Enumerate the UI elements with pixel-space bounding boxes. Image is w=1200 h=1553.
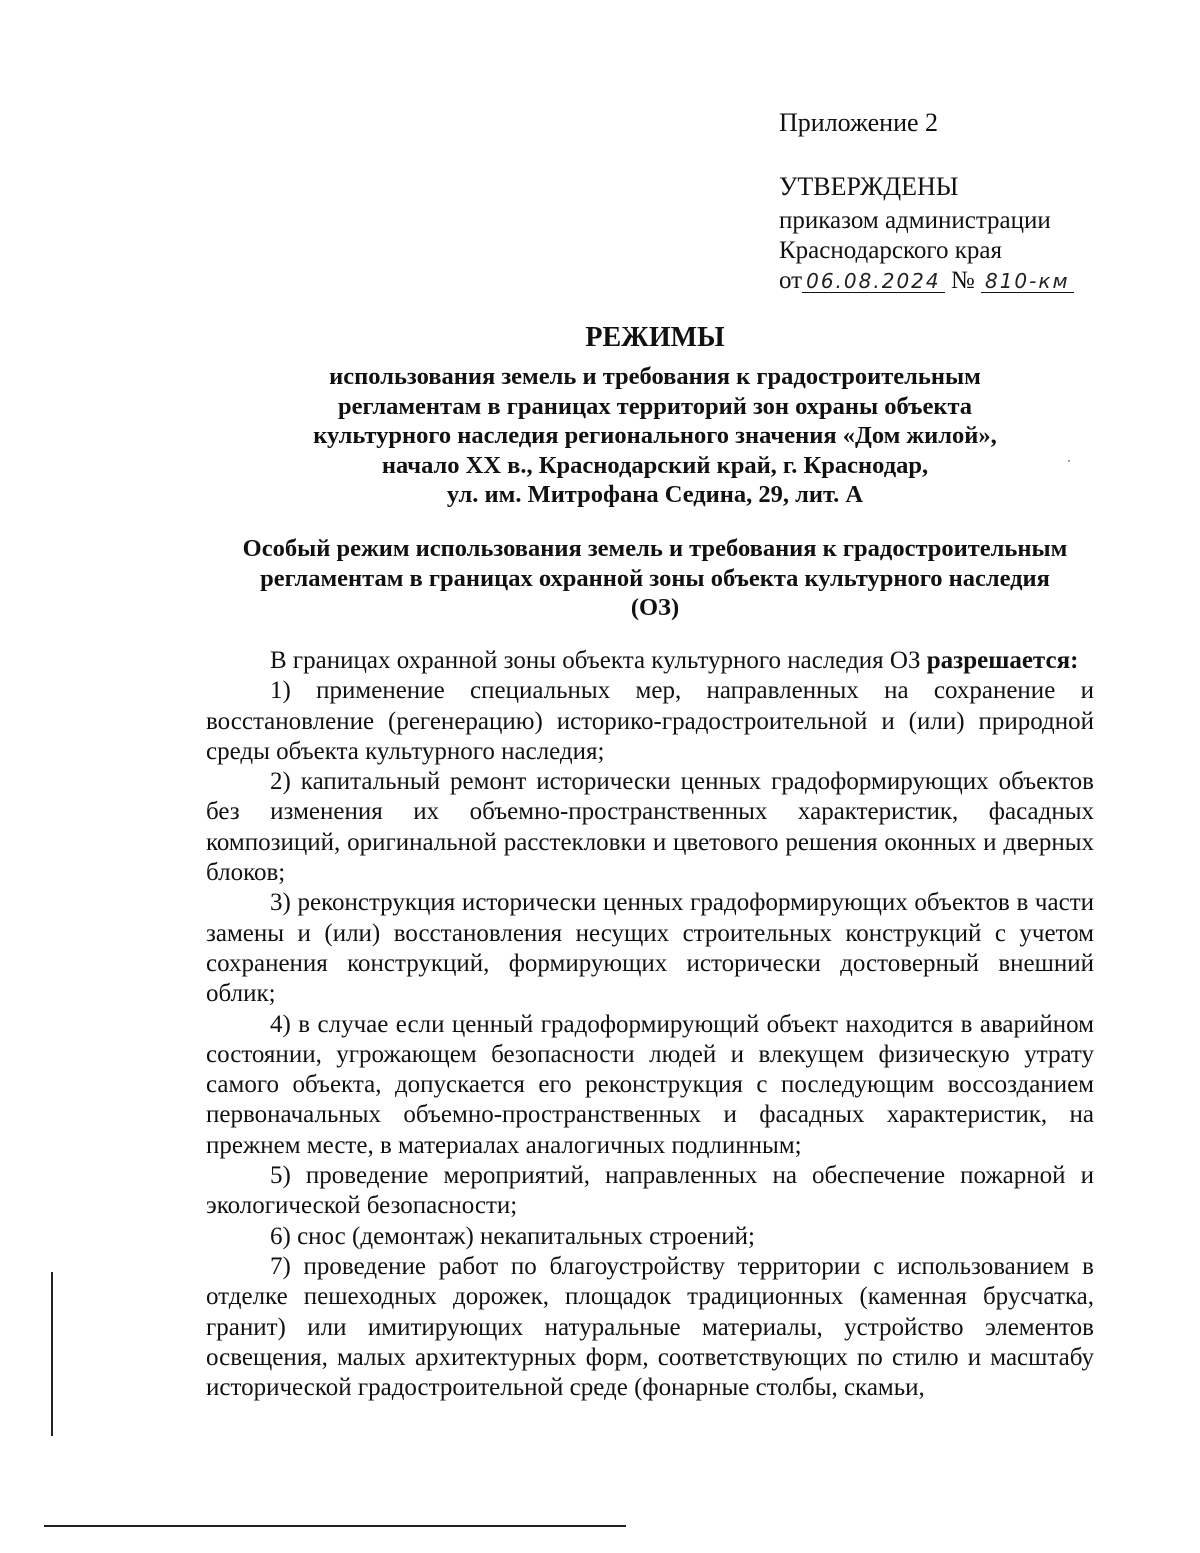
section-heading xyxy=(200,534,1110,623)
list-item: 2) капитальный ремонт исторически ценных градоформирующих объектов без изменения их объемно-пространственных характеристик, фасадных композиций, оригинальной расстекловки и цветового решения оконных и дверных блоков; xyxy=(206,768,1094,887)
list-item: 7) проведение работ по благоустройству территории с использованием в отделке пешеходных дорожек, площадок традиционных (каменная брусчатка, гранит) или имитирующих натуральные материалы, устройство элементов освещения, малых архитектурных форм, соответствующих по стилю и масштабу исторической градостроительной среде (фонарные столбы, скамьи, xyxy=(206,1252,1094,1402)
title-line: культурного наследия регионального значения «Дом жилой», xyxy=(313,422,997,449)
list-item: 4) в случае если ценный градоформирующий объект находится в аварийном состоянии, угрожающем безопасности людей и влекущем физическую утрату самого объекта, допускается его реконструкция с последующим воссозданием первоначальных объемно-пространственных и фасадных характеристик, на прежнем месте, в материалах аналогичных подлинным; xyxy=(206,1010,1094,1159)
title-line: ул. им. Митрофана Седина, 29, лит. А xyxy=(446,481,864,508)
list-item: 3) реконструкция исторически ценных градоформирующих объектов в части замены и (или) восстановления несущих строительных конструкций с учетом сохранения конструкций, формирующих исторически достоверный внешний облик; xyxy=(206,889,1094,1008)
handwritten-number: 810-км xyxy=(981,270,1074,293)
number-prefix: № xyxy=(950,267,975,294)
title-line: использования земель и требования к градостроительным xyxy=(329,363,981,390)
handwritten-date: 06.08.2024 xyxy=(802,270,945,293)
approved-heading: УТВЕРЖДЕНЫ xyxy=(779,172,959,201)
list-item: 1) применение специальных мер, направленных на сохранение и восстановление (регенерацию) историко-градостроительной и (или) природной среды объекта культурного наследия; xyxy=(206,677,1094,765)
intro-bold: разрешается: xyxy=(926,647,1079,674)
scan-speck xyxy=(1068,460,1070,462)
approval-block xyxy=(779,108,1119,296)
body-text xyxy=(206,646,1094,1403)
list-item: 5) проведение мероприятий, направленных на обеспечение пожарной и экологической безопасности; xyxy=(206,1162,1094,1220)
section-heading-line: регламентам в границах охранной зоны объекта культурного наследия xyxy=(260,564,1050,592)
title-line: регламентам в границах территорий зон охраны объекта xyxy=(337,392,973,420)
approval-line-1: приказом администрации xyxy=(779,207,1051,234)
margin-mark xyxy=(51,1272,53,1436)
document-title xyxy=(200,322,1110,510)
approval-line-2: Краснодарского края xyxy=(779,237,1002,264)
date-prefix: от xyxy=(779,267,803,294)
order-date-number-line xyxy=(779,266,1119,296)
section-heading-line: (ОЗ) xyxy=(630,594,680,621)
appendix-label: Приложение 2 xyxy=(779,108,939,137)
intro-text: В границах охранной зоны объекта культурного наследия ОЗ xyxy=(270,647,927,674)
list-item: 6) снос (демонтаж) некапитальных строений; xyxy=(270,1222,755,1250)
intro-paragraph xyxy=(206,646,1094,676)
bottom-rule xyxy=(44,1525,626,1527)
title-line: начало XX в., Краснодарский край, г. Краснодар, xyxy=(381,451,929,479)
main-title: РЕЖИМЫ xyxy=(585,322,725,353)
section-heading-line: Особый режим использования земель и требования к градостроительным xyxy=(242,535,1068,562)
